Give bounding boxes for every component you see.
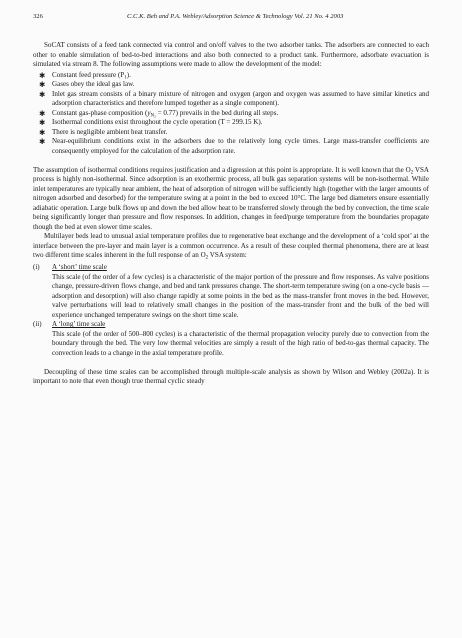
assumption-item: ✱ Inlet gas stream consists of a binary mixture of nitrogen and oxygen (argon and oxygen was assumed to have similar kinetics and adsorption characteristics and therefore lumped together as a single component).	[39, 89, 429, 108]
time-scale-item	[33, 320, 429, 358]
asterisk-bullet-icon: ✱	[39, 118, 46, 128]
assumptions-list	[33, 71, 429, 157]
assumption-item: ✱ Isothermal conditions exist throughout the cycle operation (T = 299.15 K).	[39, 118, 263, 128]
assumption-item: ✱ Near-equilibrium conditions exist in the adsorbers due to the relatively long cycle times. Large mass-transfer coefficients are consequently employed for the calculation of the adsorption rate.	[39, 137, 429, 156]
decoupling-paragraph: Decoupling of these time scales can be accomplished through multiple-scale analysis as shown by Wilson and Webley (2002a). It is important to note that even though true thermal cyclic steady	[33, 367, 429, 386]
assumption-item: ✱ Constant feed pressure $(P_1)$.	[39, 70, 131, 81]
multilayer-paragraph: Multilayer beds lead to unusual axial temperature profiles due to regenerative heat exchange and the development of a ‘cold spot’ at the interface between the pre-layer and main layer is a common occurrence. As a result of these coupled thermal phenomena, there are at least two different time scales inherent in the full response of an $O_2$ VSA system:	[33, 232, 429, 261]
time-scale-item	[33, 263, 429, 320]
asterisk-bullet-icon: ✱	[39, 70, 46, 80]
asterisk-bullet-icon: ✱	[39, 80, 46, 90]
time-scales-list	[33, 263, 429, 358]
asterisk-bullet-icon: ✱	[39, 108, 46, 118]
page-body	[33, 41, 429, 387]
running-title: C.C.K. Beh and P.A. Webley/Adsorption Science & Technology Vol. 21 No. 4 2003	[127, 13, 344, 20]
item-title: A ‘long’ time scale	[52, 320, 106, 329]
section-gap	[33, 157, 429, 166]
item-body: This scale (of the order of a few cycles) is a characteristic of the major portion of the pressure and flow responses. As valve positions change, pressure-driven flows change, and bed and tank pressures change. The short-term temperature swing (on a one-cycle basis — adsorption and desorption) will also change rapidly at some points in the bed as the mass-transfer front moves in the bed. However, valve perturbations will lead to relatively small changes in the position of the mass-transfer front and the bulk of the bed will experience unchanged temperature swings on the short time scale.	[52, 272, 429, 319]
asterisk-bullet-icon: ✱	[39, 89, 46, 99]
intro-paragraph: SoCAT consists of a feed tank connected via control and on/off valves to the two adsorber tanks. The adsorbers are connected to each other to enable simulation of bed-to-bed interactions and also both connected to a product tank. Furthermore, adsorbate evacuation is simulated via stream 8. The following assumptions were made to allow the development of the model:	[33, 41, 429, 69]
item-number: (i)	[33, 263, 40, 272]
page-number: 326	[33, 13, 43, 20]
item-number: (ii)	[33, 320, 42, 329]
section-gap	[33, 359, 429, 368]
assumption-item: ✱ There is negligible ambient heat transfer.	[39, 127, 168, 137]
assumption-item: ✱ Gases obey the ideal gas law.	[39, 80, 135, 90]
asterisk-bullet-icon: ✱	[39, 137, 46, 147]
assumption-item: ✱ Constant gas-phase composition $(y_{N_2} = 0.77)$ prevails in the bed during all steps.	[39, 108, 279, 119]
page-header	[33, 13, 429, 23]
isothermal-paragraph: The assumption of isothermal conditions requires justification and a digression at this point is appropriate. It is well known that the $O_2$ VSA process is highly non-isothermal. Since adsorption is an exothermic process, all bulk gas separation systems will be non-isothermal. While inlet temperatures are typically near ambient, the heat of adsorption of nitrogen will be sufficiently high (together with the larger amounts of nitrogen adsorbed and desorbed) for the temperature swing at a point in the bed to exceed 10°C. The large bed diameters ensure essentially adiabatic operation. Large bulk flows up and down the bed allow heat to be transferred slowly through the bed by convection, the time scale being significantly longer than pressure and flow responses. In addition, changes in feed/purge temperature from the boundaries propagate though the bed at even slower time scales.	[33, 165, 429, 231]
item-title: A ‘short’ time scale	[52, 263, 107, 272]
item-body: This scale (of the order of 500–800 cycles) is a characteristic of the thermal propagation velocity purely due to convection from the boundary through the bed. The very low thermal velocities are simply a result of the high ratio of bed-to-gas thermal capacity. The convection leads to a change in the axial temperature profile.	[52, 329, 429, 357]
asterisk-bullet-icon: ✱	[39, 127, 46, 137]
